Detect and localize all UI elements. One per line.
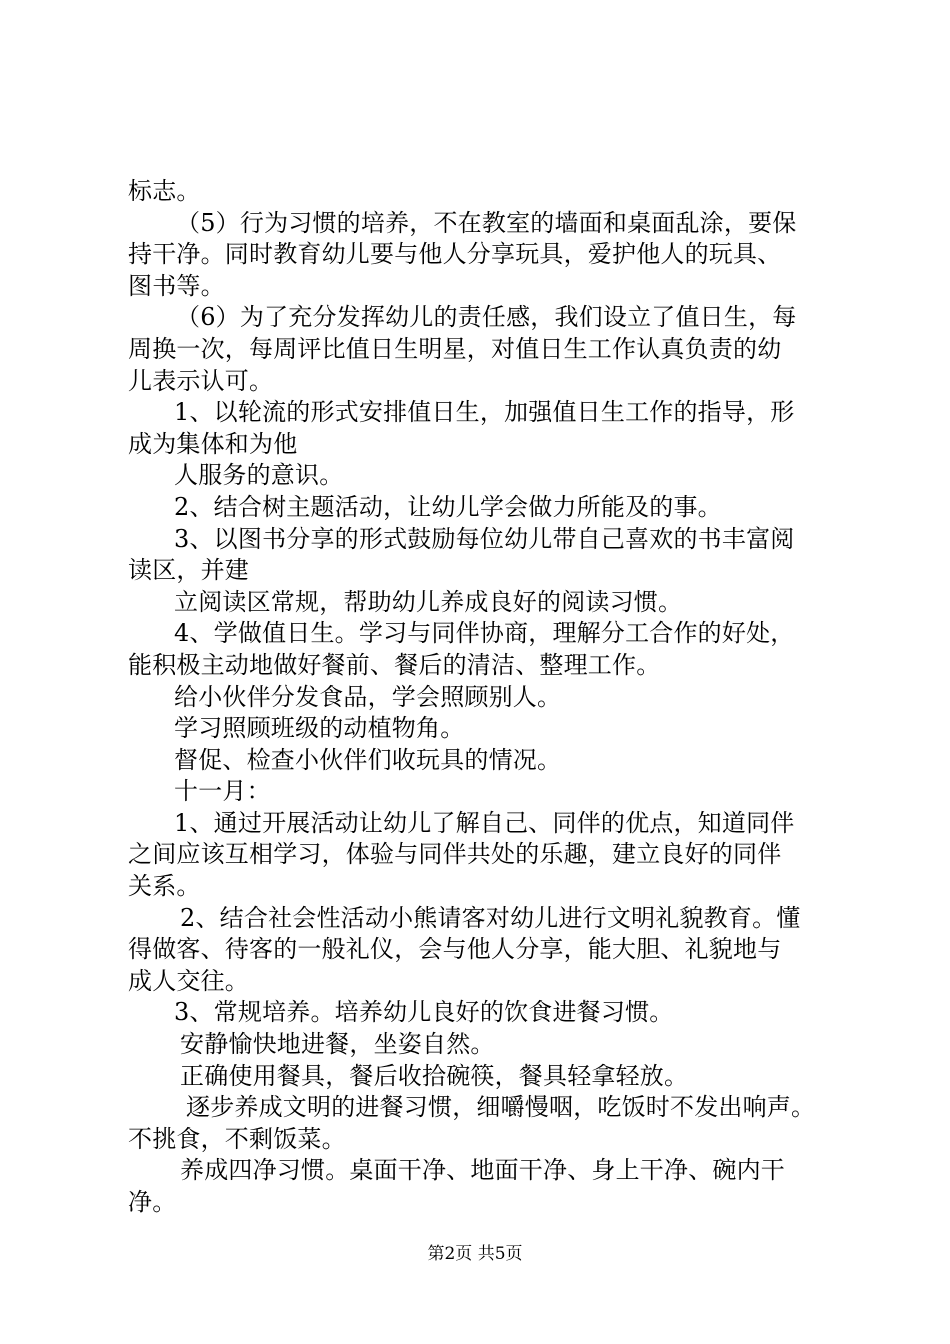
text-line: 关系。 — [128, 872, 201, 901]
text-line: 净。 — [128, 1188, 177, 1216]
text-line: 3、常规培养。培养幼儿良好的饮食进餐习惯。 — [174, 998, 674, 1027]
text-line: 不挑食，不剩饭菜。 — [128, 1124, 346, 1153]
text-line: 之间应该互相学习，体验与同伴共处的乐趣，建立良好的同伴 — [128, 840, 782, 869]
text-line: 正确使用餐具，餐后收拾碗筷，餐具轻拿轻放。 — [180, 1061, 689, 1090]
text-line: 2、结合树主题活动，让幼儿学会做力所能及的事。 — [174, 492, 722, 521]
text-line: 1、通过开展活动让幼儿了解自己、同伴的优点，知道同伴 — [174, 808, 795, 837]
text-line: 得做客、待客的一般礼仪，会与他人分享，能大胆、礼貌地与 — [128, 935, 782, 964]
text-line: 逐步养成文明的进餐习惯，细嚼慢咽，吃饭时不发出响声。 — [186, 1093, 816, 1122]
text-line: 标志。 — [128, 177, 201, 205]
text-line: 安静愉快地进餐，坐姿自然。 — [180, 1030, 495, 1059]
text-line: 十一月： — [174, 777, 271, 806]
page-number: 第2页 共5页 — [427, 1244, 523, 1264]
text-line: 3、以图书分享的形式鼓励每位幼儿带自己喜欢的书丰富阅 — [174, 524, 795, 553]
text-line: 人服务的意识。 — [174, 461, 344, 490]
text-line: 给小伙伴分发食品，学会照顾别人。 — [174, 682, 562, 711]
text-line: 4、学做值日生。学习与同伴协商，理解分工合作的好处， — [174, 619, 795, 648]
text-line: 周换一次，每周评比值日生明星，对值日生工作认真负责的幼 — [128, 334, 782, 363]
text-line: 督促、检查小伙伴们收玩具的情况。 — [174, 745, 562, 774]
text-line: 儿表示认可。 — [128, 366, 274, 395]
text-line: （6）为了充分发挥幼儿的责任感，我们设立了值日生，每 — [176, 303, 797, 332]
text-line: 图书等。 — [128, 271, 225, 300]
text-line: 持干净。同时教育幼儿要与他人分享玩具，爱护他人的玩具、 — [128, 240, 782, 269]
text-line: 1、以轮流的形式安排值日生，加强值日生工作的指导，形 — [174, 398, 795, 427]
text-line: 能积极主动地做好餐前、餐后的清洁、整理工作。 — [128, 650, 661, 679]
page-footer — [0, 1243, 950, 1265]
document-body — [128, 176, 838, 1219]
text-line: 成人交往。 — [128, 966, 249, 995]
text-line: 立阅读区常规，帮助幼儿养成良好的阅读习惯。 — [174, 587, 683, 616]
text-line: 养成四净习惯。桌面干净、地面干净、身上干净、碗内干 — [180, 1156, 785, 1185]
text-line: （5）行为习惯的培养，不在教室的墙面和桌面乱涂，要保 — [176, 208, 797, 237]
text-line: 读区，并建 — [128, 556, 249, 585]
text-line: 2、结合社会性活动小熊请客对幼儿进行文明礼貌教育。懂 — [180, 903, 801, 932]
text-line: 学习照顾班级的动植物角。 — [174, 714, 465, 743]
text-line: 成为集体和为他 — [128, 429, 298, 458]
